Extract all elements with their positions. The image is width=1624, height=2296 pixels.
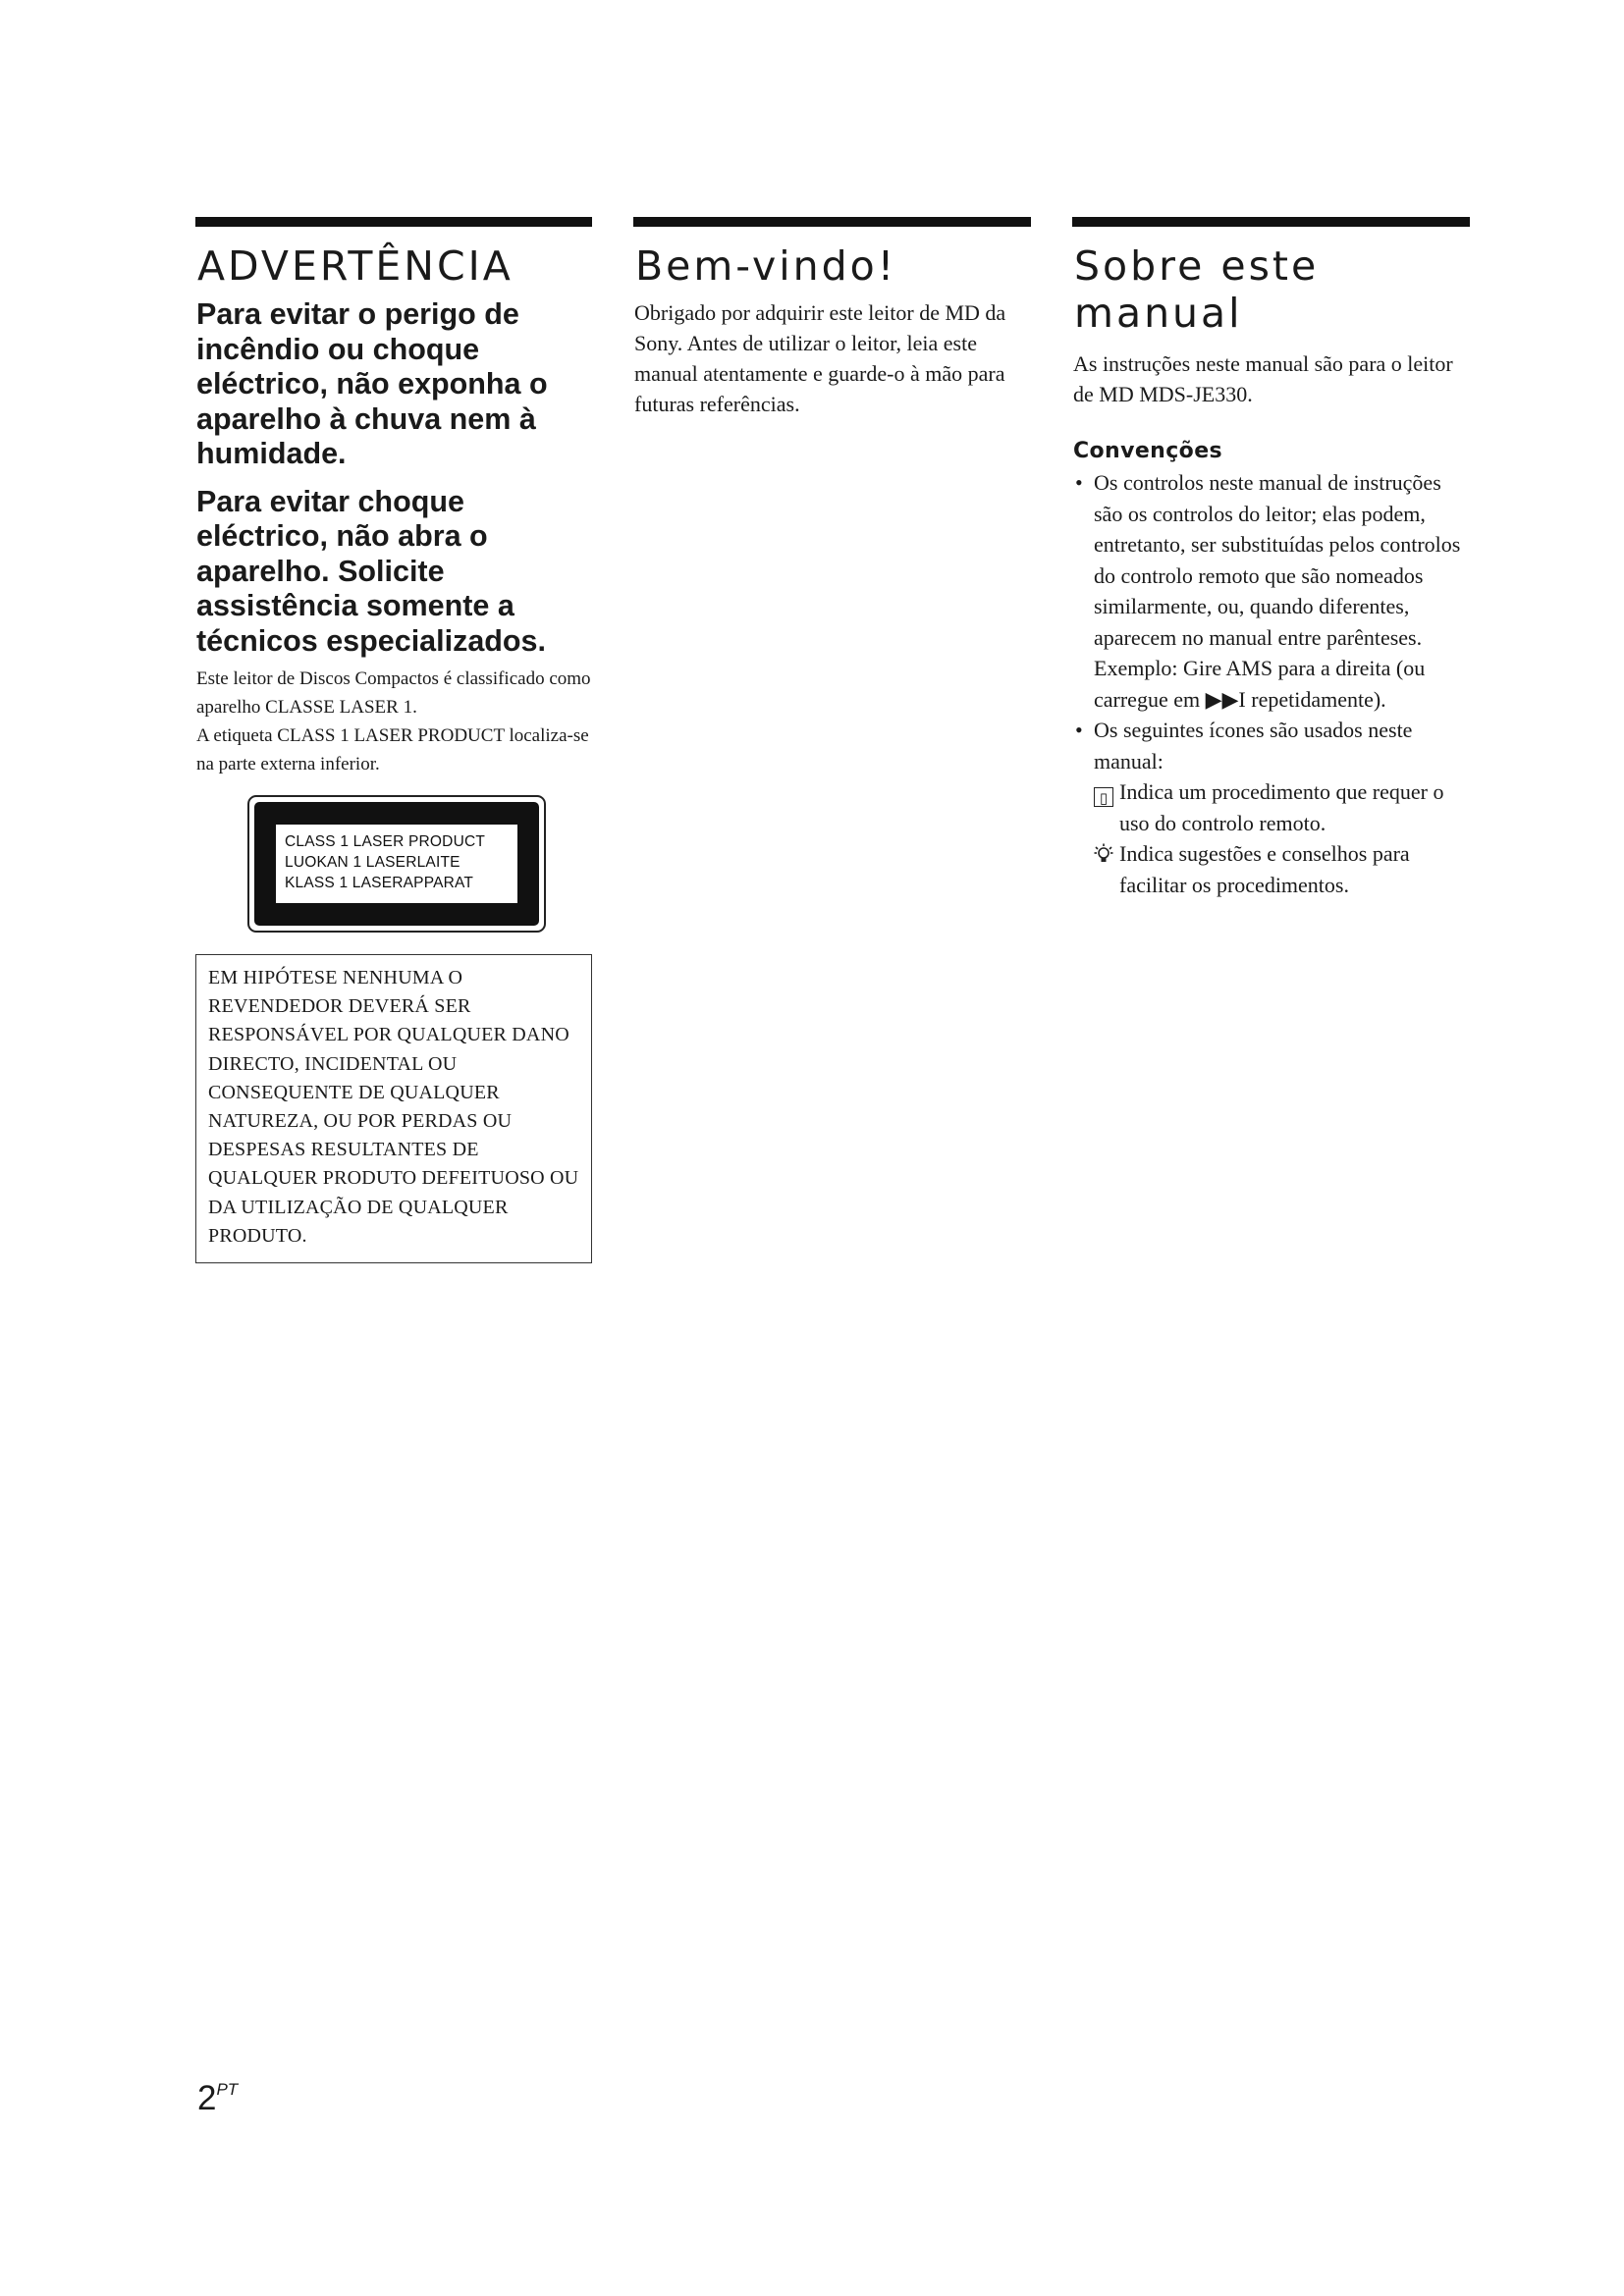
laser-label-location: A etiqueta CLASS 1 LASER PRODUCT localiza-se na parte externa inferior.: [196, 725, 589, 774]
remote-control-icon: ▯: [1094, 780, 1113, 812]
icon-legend-tip: [1094, 838, 1470, 900]
list-item: • Os controlos neste manual de instruções são os controlos do leitor; elas podem, entretanto, ser substituídas pelos controlos do controlo remoto que são nomeados similarmente, ou, quando diferentes, aparecem no manual entre parênteses. Exemplo: Gire AMS para a direita (ou carregue em ▶▶I repetidamente).: [1075, 470, 1461, 712]
welcome-text: Obrigado por adquirir este leitor de MD da Sony. Antes de utilizar o leitor, leia este manual atentamente e guarde-o à mão para futuras referências.: [634, 300, 1006, 416]
icon-legend-remote: [1094, 776, 1470, 838]
section-rule: [1072, 217, 1470, 227]
warning-section: [195, 217, 592, 1263]
icons-intro-text: Os seguintes ícones são usados neste manual:: [1094, 718, 1413, 774]
welcome-title: Bem-vindo!: [635, 242, 897, 290]
example-text: Exemplo: Gire AMS para a direita (ou carregue em ▶▶I repetidamente).: [1094, 656, 1426, 712]
about-text: As instruções neste manual são para o leitor de MD MDS-JE330.: [1073, 351, 1453, 406]
liability-disclaimer: EM HIPÓTESE NENHUMA O REVENDEDOR DEVERÁ SER RESPONSÁVEL POR QUALQUER DANO DIRECTO, INCIDENTAL OU CONSEQUENTE DE QUALQUER NATUREZA, OU POR PERDAS OU DESPESAS RESULTANTES DE QUALQUER PRODUTO DEFEITUOSO OU DA UTILIZAÇÃO DE QUALQUER PRODUTO.: [195, 954, 592, 1263]
laser-label-line: KLASS 1 LASERAPPARAT: [285, 875, 474, 891]
lightbulb-tip-icon: [1094, 842, 1113, 874]
laser-class-1: Este leitor de Discos Compactos é classificado como aparelho CLASSE LASER 1.: [196, 668, 591, 718]
section-rule: [195, 217, 592, 227]
section-rule: [633, 217, 1031, 227]
warning-shock: Para evitar choque eléctrico, não abra o aparelho. Solicite assistência somente a técnicos especializados.: [196, 484, 546, 658]
conventions-list: [1072, 467, 1470, 900]
warning-title: ADVERTÊNCIA: [197, 242, 514, 290]
laser-label-line: LUOKAN 1 LASERLAITE: [285, 854, 460, 871]
page-language: PT: [216, 2080, 239, 2099]
laser-label: [247, 795, 546, 933]
welcome-section: [633, 217, 1031, 419]
laser-class-text: [196, 665, 592, 778]
list-item: • Os seguintes ícones são usados neste manual: ▯ Indica um procedimento que requer o uso do controlo remoto. Indica sugestões e conselhos para facilitar os procedimentos.: [1072, 715, 1470, 900]
about-section: [1072, 217, 1470, 900]
warning-fire: Para evitar o perigo de incêndio ou choque eléctrico, não exponha o aparelho à chuva nem à humidade.: [196, 297, 548, 470]
laser-label-line: CLASS 1 LASER PRODUCT: [285, 833, 486, 850]
page-number: $2^{PT}$: [197, 2079, 239, 2117]
about-title: Sobre este manual: [1074, 242, 1320, 337]
icon-remote-text: Indica um procedimento que requer o uso do controlo remoto.: [1119, 779, 1444, 835]
conventions-heading: Convenções: [1073, 439, 1223, 463]
icon-tip-text: Indica sugestões e conselhos para facilitar os procedimentos.: [1119, 841, 1410, 897]
controls-text: Os controlos neste manual de instruções são os controlos do leitor; elas podem, entretanto, ser substituídas pelos controlos do controlo remoto que são nomeados similarmente, ou, quando diferentes, aparecem no manual entre parênteses.: [1094, 470, 1461, 650]
